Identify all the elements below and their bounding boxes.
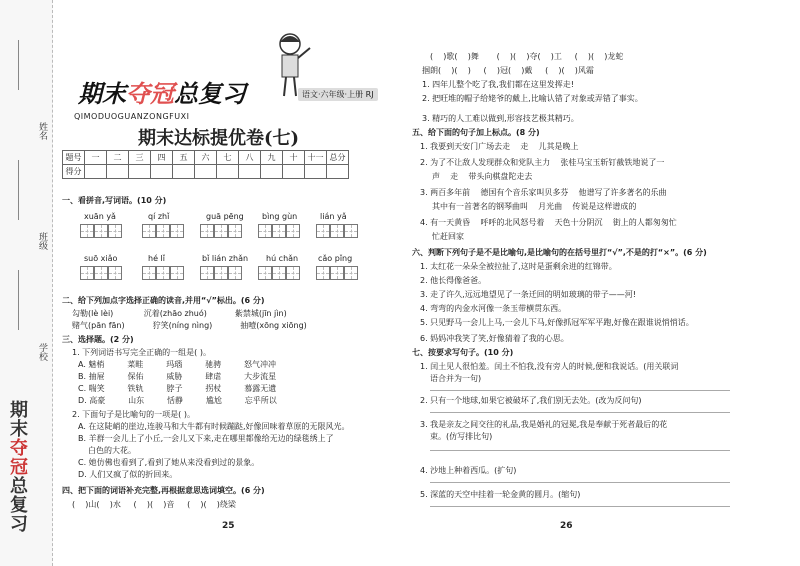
school-line [18, 270, 19, 330]
name-line [18, 40, 19, 90]
class-line [18, 160, 19, 220]
score-input-cell[interactable] [107, 165, 129, 179]
writing-boxes[interactable] [316, 224, 358, 238]
rewrite-2: 2. 只有一个地球,如果它被破坏了,我们别无去处。(改为反问句) [420, 396, 642, 405]
pinyin-label: bìng gùn [262, 212, 298, 221]
option-d[interactable]: D. 人们又疯了似的折回来。 [78, 470, 178, 479]
score-label-cell: 得分 [63, 165, 85, 179]
pinyin-label: guā pēng [206, 212, 244, 221]
pinyin-label: cǎo pǐng [318, 254, 353, 263]
section-2-line-1: 勾勒(lè lèi) 沉着(zhāo zhuó) 紫禁城(jīn jìn) [72, 309, 287, 318]
pinyin-label: bǐ lián zhǎn [202, 254, 249, 263]
score-header-cell: 四 [151, 151, 173, 165]
section-4-line-1[interactable]: ( )山( )水 ( )( )音 ( )( )绕梁 [72, 500, 236, 509]
choice-row-c[interactable]: C. 喘笑 铁轨 脖子 拐杖 慕露无遗 [78, 384, 277, 393]
choice-row-b[interactable]: B. 抽屉 保佑 威胁 肆虐 大步流星 [78, 372, 277, 381]
score-header-cell: 总分 [327, 151, 349, 165]
grade-text: 语文·六年级·上册 [302, 90, 364, 99]
binding-spine [0, 0, 53, 566]
pinyin-label: lián yǎ [320, 212, 347, 221]
spine-school-label: 学校 [37, 343, 47, 361]
score-header-row [63, 151, 349, 165]
rewrite-1b: 语合并为一句) [430, 374, 482, 383]
judge-3[interactable]: 3. 走了许久,远远地望见了一条迁回的明如玻璃的带子——河! [420, 290, 636, 299]
pinyin-label: hú chǎn [266, 254, 299, 263]
score-input-cell[interactable] [217, 165, 239, 179]
exam-title: 期末达标提优卷(七) [138, 128, 300, 149]
score-header-cell: 九 [261, 151, 283, 165]
score-value-row [63, 165, 349, 179]
judge-6[interactable]: 6. 妈妈冲我笑了笑,好像猜着了我的心思。 [420, 334, 569, 343]
edition-tag: RJ [365, 90, 374, 99]
rewrite-4: 4. 沙地上种着西瓜。(扩句) [420, 466, 517, 475]
section-6-heading: 六、判断下列句子是不是比喻句,是比喻句的在括号里打“√”,不是的打“×”。(6 分) [412, 248, 707, 257]
punct-line-3[interactable]: 3. 两百多年前 德国有个音乐家叫贝多芬 他谱写了许多著名的乐曲 [420, 188, 667, 197]
brand-pinyin: QIMODUOGUANZONGFUXI [74, 112, 190, 121]
page-number-right: 26 [560, 521, 573, 531]
writing-boxes[interactable] [258, 266, 300, 280]
option-a[interactable]: A. 在这陡峭的崖边,连骏马和大牛都有时候蹦跶,好像回味着草原的无限风光。 [78, 422, 350, 431]
answer-line[interactable] [430, 390, 730, 391]
score-header-cell: 八 [239, 151, 261, 165]
score-header-cell: 三 [129, 151, 151, 165]
section-5-heading: 五、给下面的句子加上标点。(8 分) [412, 128, 540, 137]
choice-row-d[interactable]: D. 高豪 山东 恬静 尴尬 忘乎所以 [78, 396, 277, 405]
spine-brand-c: 总复习 [7, 476, 28, 533]
writing-boxes[interactable] [142, 224, 184, 238]
pinyin-label: qí zhǐ [148, 212, 170, 221]
score-header-cell: 十一 [305, 151, 327, 165]
idiom-meaning-1: 1. 四年儿整个吃了我,我们都在这里发挥走! [422, 80, 574, 89]
score-input-cell[interactable] [239, 165, 261, 179]
judge-4[interactable]: 4. 弯弯的内金水河像一条玉带横贯东西。 [420, 304, 567, 313]
page-number-left: 25 [222, 521, 235, 531]
right-page [412, 0, 742, 566]
punct-line-2[interactable]: 2. 为了不让敌人发现群众和党队主力 张桂马宝玉斩钉截铁地说了一 [420, 158, 665, 167]
score-input-cell[interactable] [173, 165, 195, 179]
writing-boxes[interactable] [316, 266, 358, 280]
score-input-cell[interactable] [327, 165, 349, 179]
score-input-cell[interactable] [85, 165, 107, 179]
pinyin-label: xuān yǎ [84, 212, 116, 221]
writing-boxes[interactable] [200, 266, 242, 280]
choice-row-a[interactable]: A. 魅梢 菜畦 玛瑙 驰骋 怒气冲冲 [78, 360, 276, 369]
idiom-meaning-2: 2. 把旺堆的帽子给姥爷的戴上,比喻认错了对象或弄错了事实。 [422, 94, 643, 103]
score-table [62, 150, 349, 179]
idiom-line-2[interactable]: 掴朗( )( ) ( )冠( )戴 ( )( )风霜 [422, 66, 594, 75]
option-b[interactable]: B. 羊群一会儿上了小丘,一会儿又下来,走在哪里都像给无边的绿毯绣上了 [78, 434, 334, 443]
answer-line[interactable] [430, 412, 730, 413]
score-input-cell[interactable] [151, 165, 173, 179]
spine-class-label: 班级 [37, 232, 47, 250]
section-3-heading: 三、选择题。(2 分) [62, 335, 134, 344]
section-7-heading: 七、按要求写句子。(10 分) [412, 348, 514, 357]
brand-b: 夺冠 [126, 80, 174, 108]
brand-c: 总复习 [174, 80, 246, 108]
score-input-cell[interactable] [305, 165, 327, 179]
rewrite-3: 3. 我是亲友之间交往的礼品,我是婚礼的冠冕,我是奉献于死者最后的花 [420, 420, 668, 429]
punct-line-4[interactable]: 4. 有一天黄昏 呼呼的北风怒号着 天色十分阴沉 街上的人都匆匆忙 [420, 218, 677, 227]
judge-1[interactable]: 1. 太红花一朵朵全被拉扯了,这时是蛋剩余进的红锦带。 [420, 262, 617, 271]
rewrite-3b: 束。(仿写排比句) [430, 432, 493, 441]
writing-boxes[interactable] [80, 224, 122, 238]
score-input-cell[interactable] [195, 165, 217, 179]
score-header-cell: 题号 [63, 151, 85, 165]
writing-boxes[interactable] [142, 266, 184, 280]
section-2-heading: 二、给下列加点字选择正确的读音,并用“√”标出。(6 分) [62, 296, 265, 305]
spine-brand-b: 夺冠 [7, 438, 28, 476]
score-header-cell: 十 [283, 151, 305, 165]
score-header-cell: 五 [173, 151, 195, 165]
rewrite-5: 5. 深蓝的天空中挂着一轮金黄的圆月。(缩句) [420, 490, 581, 499]
option-b-cont: 白色的大花。 [88, 446, 136, 455]
spine-name-label: 姓名 [37, 122, 47, 140]
punct-line-1[interactable]: 1. 我要到天安门广场去走 走 儿其是晚上 [420, 142, 579, 151]
punct-line-2b[interactable]: 声 走 带头向棋盘陀走去 [432, 172, 533, 181]
answer-line[interactable] [430, 450, 730, 451]
spine-brand [4, 400, 30, 533]
writing-boxes[interactable] [80, 266, 122, 280]
grade-tag [298, 88, 378, 101]
section-3-question-2: 2. 下面句子是比喻句的一项是( )。 [72, 410, 195, 419]
idiom-meaning-3: 3. 精巧的人工难以做到,形容技艺极其精巧。 [422, 114, 579, 123]
section-2-line-2: 赌气(pān fān) 狞笑(níng nìng) 抽噎(xōng xiōng) [72, 321, 307, 330]
punct-line-3b[interactable]: 其中有一首著名的钢琴曲叫 月光曲 传说是这样谱成的 [432, 202, 637, 211]
brand-logo [78, 74, 246, 109]
writing-boxes[interactable] [258, 224, 300, 238]
score-header-cell: 七 [217, 151, 239, 165]
punct-line-4b: 忙赶回家 [432, 232, 464, 241]
judge-5[interactable]: 5. 只见野马一会儿上马,一会儿下马,好像抓冠军军平跑,好像在跟谁说悄悄话。 [420, 318, 694, 327]
section-4-heading: 四、把下面的词语补充完整,再根据意思选词填空。(6 分) [62, 486, 265, 495]
pinyin-label: hé lǐ [148, 254, 165, 263]
pinyin-label: suō xiǎo [84, 254, 118, 263]
score-input-cell[interactable] [283, 165, 305, 179]
score-header-cell: 一 [85, 151, 107, 165]
section-3-question-1: 1. 下列词语书写完全正确的一组是( )。 [72, 348, 211, 357]
idiom-line-1[interactable]: ( )歌( )舞 ( )( )夺( )工 ( )( )龙蛇 [430, 52, 624, 61]
answer-line[interactable] [430, 482, 730, 483]
score-header-cell: 六 [195, 151, 217, 165]
brand-a: 期末 [78, 80, 126, 108]
judge-2[interactable]: 2. 他长得像爸爸。 [420, 276, 487, 285]
score-input-cell[interactable] [129, 165, 151, 179]
rewrite-1: 1. 闰土见人很怕羞。闰土不怕我,没有旁人的时候,便和我说话。(用关联词 [420, 362, 679, 371]
writing-boxes[interactable] [200, 224, 242, 238]
score-input-cell[interactable] [261, 165, 283, 179]
option-c[interactable]: C. 她仿佛也看到了,看到了她从来没看到过的景象。 [78, 458, 260, 467]
answer-line[interactable] [430, 506, 730, 507]
score-header-cell: 二 [107, 151, 129, 165]
spine-brand-a: 期末 [7, 400, 28, 438]
section-1-heading: 一、看拼音,写词语。(10 分) [62, 196, 167, 205]
left-page [62, 0, 392, 566]
